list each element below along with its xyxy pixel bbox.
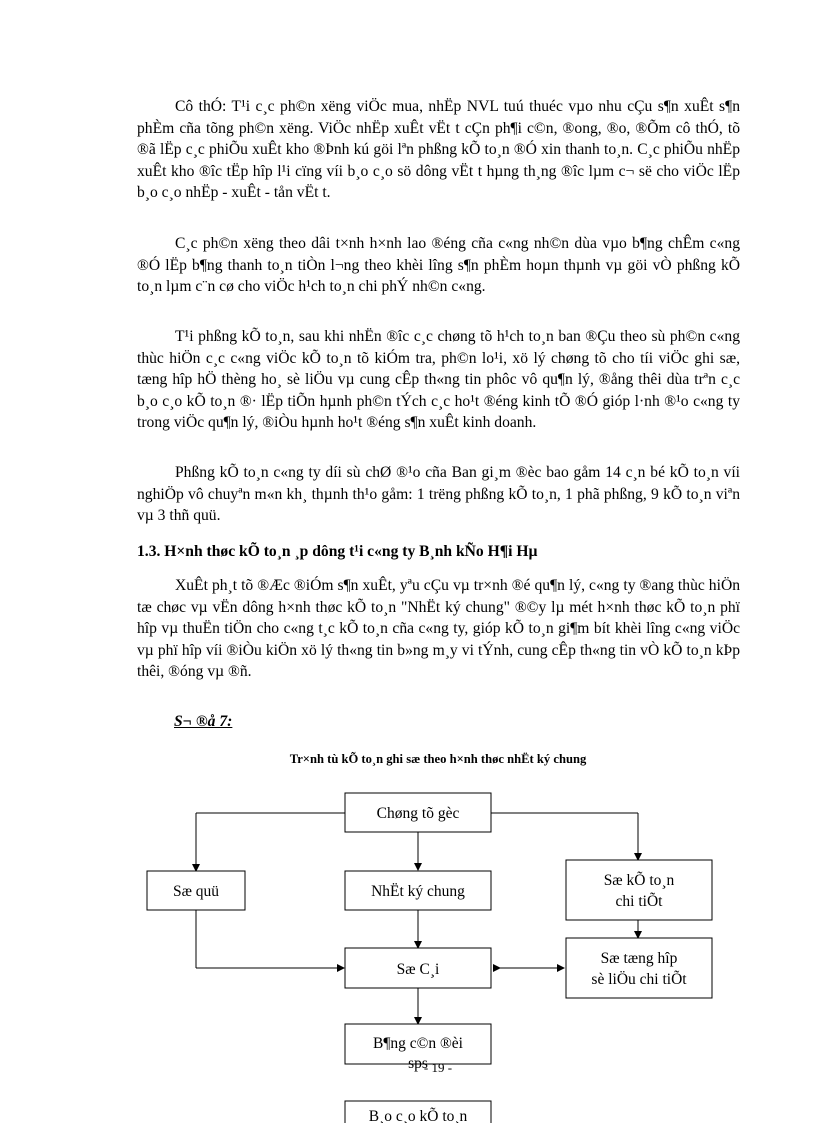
paragraph-3: T¹i phßng kÕ to¸n, sau khi nhËn ®îc c¸c chøng tõ h¹ch to¸n ban ®Çu theo sù ph©n c«ng thùc hiÖn c¸c c«ng viÖc kÕ to¸n tõ kiÓm tra, ph©n lo¹i, xö lý chøng tõ cho tíi viÖc ghi sæ, tæng hîp hÖ thèng ho¸ sè liÖu vµ cung cÊp th«ng tin phôc vô qu¶n lý, ®ång thêi dùa trªn c¸c b¸o c¸o kÕ to¸n ®· lËp tiÕn hµnh ph©n tÝch c¸c ho¹t ®éng kinh tÕ ®Ó gióp l·nh ®¹o c«ng ty trong viÖc qu¶n lý, ®iÒu hµnh ho¹t ®éng s¶n xuÊt kinh doanh. — [137, 328, 740, 432]
diagram-label: S¬ ®å 7: — [174, 713, 233, 730]
box-label: Sæ C¸i — [396, 961, 440, 978]
accounting-flow-diagram — [0, 780, 816, 1123]
section-heading: 1.3. H×nh thøc kÕ to¸n ¸p dông t¹i c«ng ty B¸nh kÑo H¶i Hµ — [137, 543, 538, 560]
box-cash-book — [147, 871, 245, 910]
box-label: Sæ kÕ to¸n — [603, 872, 675, 889]
box-label: NhËt ký chung — [371, 883, 465, 900]
box-label: B¶ng c©n ®èi — [373, 1035, 463, 1052]
box-general-journal — [345, 871, 491, 910]
paragraph-2: C¸c ph©n xëng theo dâi t×nh h×nh lao ®éng cña c«ng nh©n dùa vµo b¶ng chÊm c«ng ®Ó lËp b¶ng thanh to¸n tiÒn l¬ng theo khèi lîng s¶n phÈm hoµn thµnh vµ göi vÒ phßng kÕ to¸n lµm c¨n cø cho viÖc h¹ch to¸n chi phÝ nh©n c«ng. — [137, 235, 740, 296]
box-financial-reports — [345, 1101, 491, 1123]
box-detail-ledger — [566, 860, 712, 920]
diagram-caption: Tr×nh tù kÕ to¸n ghi sæ theo h×nh thøc nhËt ký chung — [289, 752, 587, 766]
paragraph-5: XuÊt ph¸t tõ ®Æc ®iÓm s¶n xuÊt, yªu cÇu vµ tr×nh ®é qu¶n lý, c«ng ty ®ang thùc hiÖn tæ chøc vµ vËn dông h×nh thøc kÕ to¸n "NhËt ký chung" ®©y lµ mét h×nh thøc kÕ to¸n phï hîp vµ thuËn tiÖn cho c«ng t¸c kÕ to¸n cña c«ng ty, gióp kÕ to¸n gi¶m bít khèi lîng c«ng viÖc vµ phï hîp víi ®iÒu kiÖn xö lý th«ng tin b»ng m¸y vi tÝnh, cung cÊp th«ng tin vÒ kÕ to¸n kÞp thêi, ®óng vµ ®ñ. — [137, 577, 740, 681]
paragraph-1: Cô thÓ: T¹i c¸c ph©n xëng viÖc mua, nhËp NVL tuú thuéc vµo nhu cÇu s¶n xuÊt s¶n phÈm cña tõng ph©n xëng. ViÖc nhËp xuÊt vËt t cÇn ph¶i c©n, ®ong, ®o, ®Õm cô thÓ, tõ ®ã lËp c¸c phiÕu xuÊt kho ®Þnh kú göi lªn phßng kÕ to¸n ®Ó xin thanh to¸n. C¸c phiÕu nhËp xuÊt kho ®îc tËp hîp l¹i cïng víi b¸o c¸o sö dông vËt t hµng th¸ng ®îc lµm c¬ së cho viÖc lËp b¸o c¸o nhËp - xuÊt - tån vËt t. — [137, 98, 740, 202]
box-label: sè liÖu chi tiÕt — [591, 971, 687, 988]
box-label: Sæ tæng hîp — [600, 950, 678, 967]
box-general-ledger — [345, 948, 491, 988]
box-label: sps — [408, 1055, 428, 1072]
box-label: Sæ quü — [172, 883, 220, 900]
box-label: B¸o c¸o kÕ to¸n — [368, 1108, 468, 1123]
page-number: - 19 - — [423, 1060, 453, 1075]
paragraph-4: Phßng kÕ to¸n c«ng ty díi sù chØ ®¹o cña Ban gi¸m ®èc bao gåm 14 c¸n bé kÕ to¸n víi nghiÖp vô chuyªn m«n kh¸ thµnh th¹o gåm: 1 trëng phßng kÕ to¸n, 1 phã phßng, 9 kÕ to¸n viªn vµ 3 thñ quü. — [137, 464, 740, 525]
box-detail-summary — [566, 938, 712, 998]
box-source-documents — [345, 793, 491, 832]
box-label: Chøng tõ gèc — [376, 805, 460, 822]
box-label: chi tiÕt — [615, 893, 663, 910]
box-trial-balance — [345, 1024, 491, 1072]
